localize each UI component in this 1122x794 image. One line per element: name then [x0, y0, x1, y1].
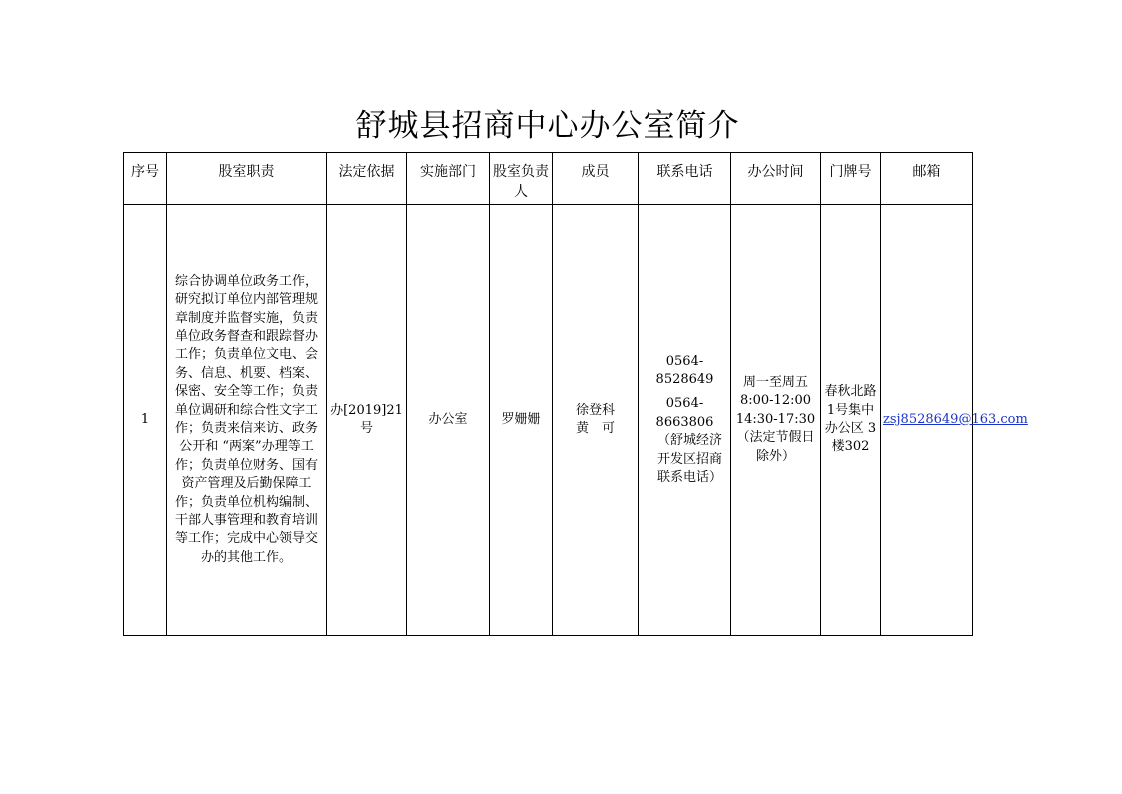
cell-members	[553, 205, 639, 636]
header-email: 邮箱	[881, 153, 973, 205]
email-link[interactable]: zsj8528649@163.com	[883, 411, 1028, 427]
header-dept: 实施部门	[407, 153, 490, 205]
table-row	[124, 205, 973, 636]
cell-address: 春秋北路1号集中办公区 3楼302	[821, 205, 881, 636]
cell-email	[881, 205, 1028, 636]
header-duties: 股室职责	[167, 153, 327, 205]
phone-note: （舒城经济开发区招商联系电话）	[656, 433, 722, 486]
cell-legal-basis: 办[2019]21号	[327, 205, 407, 636]
cell-duties: 综合协调单位政务工作，研究拟订单位内部管理规章制度并监督实施，负责单位政务督查和跟踪督办工作；负责单位文电、会务、信息、机要、档案、保密、安全等工作；负责单位调研和综合性文字工作；负责来信来访、政务公开和 “两案”办理等工作；负责单位财务、国有资产管理及后勤保障工作；负责单位机构编制、干部人事管理和教育培训等工作；完成中心领导交办的其他工作。	[167, 205, 327, 636]
header-members: 成员	[553, 153, 639, 205]
header-phone: 联系电话	[639, 153, 731, 205]
cell-seq: 1	[124, 205, 167, 636]
office-info-table	[123, 152, 1028, 636]
cell-dept: 办公室	[407, 205, 490, 636]
cell-phone	[639, 205, 731, 636]
cell-head: 罗姗姗	[490, 205, 553, 636]
phone-number: 0564-8663806	[655, 396, 714, 430]
header-address: 门牌号	[821, 153, 881, 205]
table-header-row	[124, 153, 973, 205]
member-name: 徐登科	[575, 402, 615, 418]
member-name: 黄 可	[575, 421, 615, 436]
header-seq: 序号	[124, 153, 167, 205]
page-title: 舒城县招商中心办公室简介	[355, 108, 740, 144]
header-head: 股室负责人	[490, 153, 553, 205]
header-hours: 办公时间	[731, 153, 821, 205]
header-legal-basis: 法定依据	[327, 153, 407, 205]
phone-number: 0564-8528649	[655, 353, 714, 387]
cell-hours: 周一至周五8:00-12:00 14:30-17:30（法定节假日除外）	[731, 205, 821, 636]
